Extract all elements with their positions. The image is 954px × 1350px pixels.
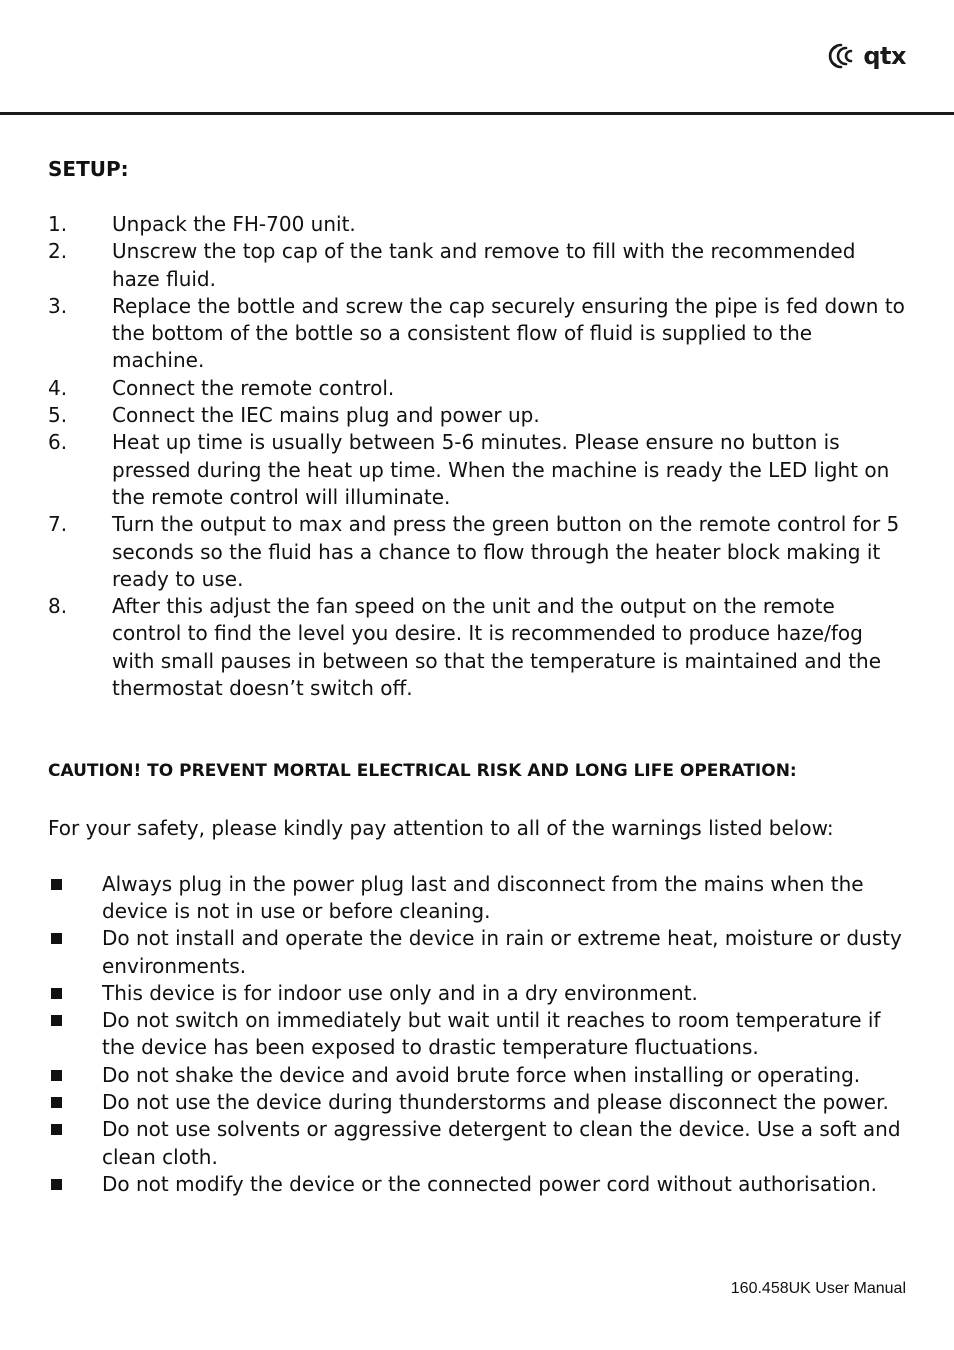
warning-text: Do not modify the device or the connected power cord without authorisation. bbox=[102, 1171, 877, 1196]
list-item bbox=[48, 1116, 908, 1171]
step-text: Turn the output to max and press the green button on the remote control for 5 seconds so the fluid has a chance to flow through the heater block making it ready to use. bbox=[112, 512, 900, 591]
warning-text: Do not shake the device and avoid brute force when installing or operating. bbox=[102, 1062, 861, 1087]
square-bullet-icon bbox=[51, 1015, 62, 1026]
list-item bbox=[48, 980, 908, 1007]
setup-heading: SETUP: bbox=[48, 157, 129, 181]
warning-text: Do not install and operate the device in rain or extreme heat, moisture or dusty environments. bbox=[102, 926, 902, 978]
warning-text: Do not switch on immediately but wait until it reaches to room temperature if the device has been exposed to drastic temperature fluctuations. bbox=[102, 1008, 881, 1060]
list-item bbox=[48, 593, 908, 702]
list-item bbox=[48, 511, 908, 593]
warning-text: Do not use solvents or aggressive detergent to clean the device. Use a soft and clean cloth. bbox=[102, 1117, 901, 1169]
caution-heading: CAUTION! TO PREVENT MORTAL ELECTRICAL RISK AND LONG LIFE OPERATION: bbox=[48, 761, 797, 782]
brand-logo bbox=[825, 40, 906, 72]
step-text: Unscrew the top cap of the tank and remove to fill with the recommended haze fluid. bbox=[112, 239, 856, 291]
list-item bbox=[48, 871, 908, 926]
warnings-list bbox=[48, 871, 908, 1199]
warning-text: This device is for indoor use only and in a dry environment. bbox=[102, 980, 698, 1005]
list-item bbox=[48, 925, 908, 980]
step-number: 5. bbox=[48, 403, 68, 428]
step-text: Heat up time is usually between 5-6 minutes. Please ensure no button is pressed during the heat up time. When the machine is ready the LED light on the remote control will illuminate. bbox=[112, 430, 890, 509]
square-bullet-icon bbox=[51, 933, 62, 944]
square-bullet-icon bbox=[51, 1179, 62, 1190]
header-divider bbox=[0, 112, 954, 115]
list-item bbox=[48, 1062, 908, 1089]
square-bullet-icon bbox=[51, 1124, 62, 1135]
step-text: Unpack the FH-700 unit. bbox=[112, 212, 356, 236]
step-number: 1. bbox=[48, 212, 68, 236]
step-text: After this adjust the fan speed on the unit and the output on the remote control to find the level you desire. It is recommended to produce haze/fog with small pauses in between so that the temperature is maintained and the thermostat doesn’t switch off. bbox=[112, 594, 882, 701]
square-bullet-icon bbox=[51, 988, 62, 999]
page-content bbox=[48, 156, 908, 1198]
brand-name: qtx bbox=[863, 42, 906, 70]
step-number: 3. bbox=[48, 293, 68, 318]
list-item bbox=[48, 429, 908, 511]
page-footer: 160.458UK User Manual bbox=[730, 1280, 906, 1297]
square-bullet-icon bbox=[51, 1070, 62, 1081]
list-item bbox=[48, 211, 908, 238]
caution-intro: For your safety, please kindly pay attention to all of the warnings listed below: bbox=[48, 816, 834, 841]
list-item bbox=[48, 293, 908, 375]
page-header bbox=[0, 0, 954, 116]
warning-text: Always plug in the power plug last and disconnect from the mains when the device is not in use or before cleaning. bbox=[102, 871, 864, 923]
square-bullet-icon bbox=[51, 1097, 62, 1108]
list-item bbox=[48, 375, 908, 402]
list-item bbox=[48, 402, 908, 429]
step-text: Connect the remote control. bbox=[112, 375, 395, 400]
square-bullet-icon bbox=[51, 879, 62, 890]
step-number: 7. bbox=[48, 512, 68, 537]
step-number: 6. bbox=[48, 430, 68, 455]
list-item bbox=[48, 238, 908, 293]
step-text: Connect the IEC mains plug and power up. bbox=[112, 403, 540, 428]
list-item bbox=[48, 1007, 908, 1062]
setup-steps-list bbox=[48, 211, 908, 702]
list-item bbox=[48, 1171, 908, 1198]
step-number: 8. bbox=[48, 594, 68, 619]
step-number: 2. bbox=[48, 239, 68, 264]
sound-wave-logo-icon bbox=[825, 41, 859, 71]
step-number: 4. bbox=[48, 375, 68, 400]
step-text: Replace the bottle and screw the cap securely ensuring the pipe is fed down to the bottom of the bottle so a consistent flow of fluid is supplied to the machine. bbox=[112, 293, 905, 373]
list-item bbox=[48, 1089, 908, 1116]
warning-text: Do not use the device during thunderstorms and please disconnect the power. bbox=[102, 1090, 889, 1115]
